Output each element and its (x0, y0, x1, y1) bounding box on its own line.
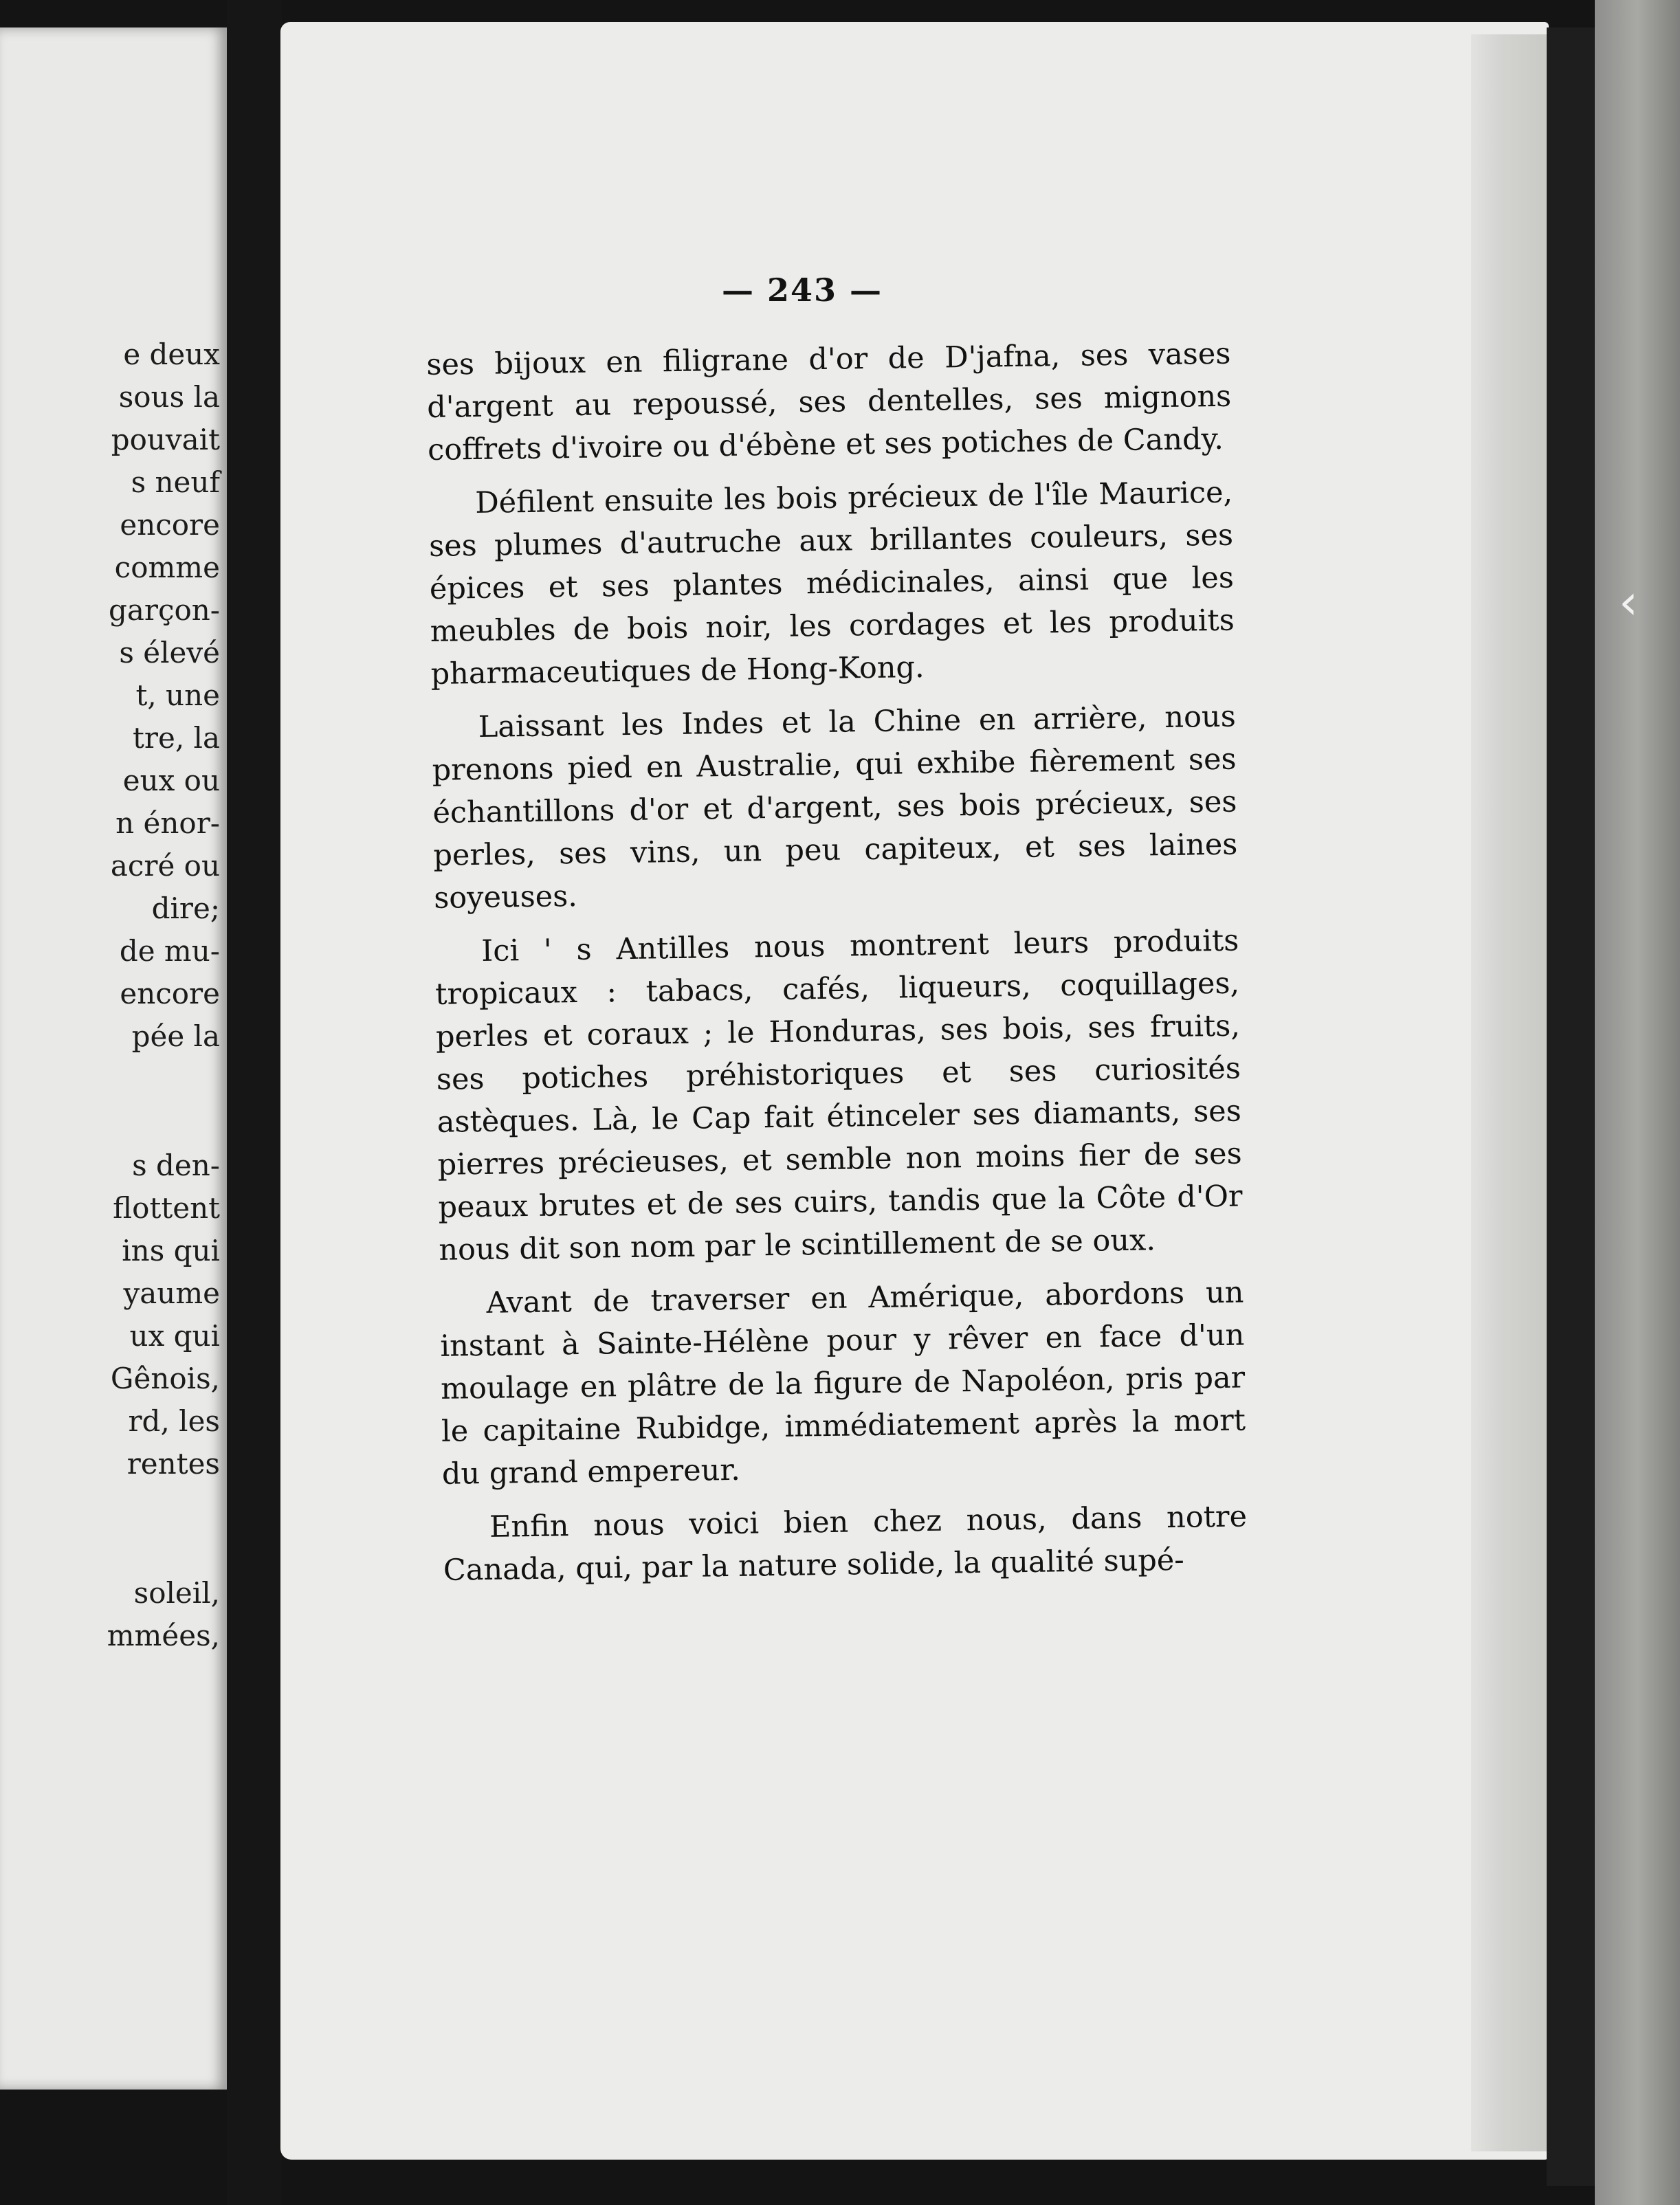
margin-mark: ‹ (1619, 574, 1638, 630)
left-line: t, une (135, 678, 220, 712)
left-line: de mu- (119, 934, 220, 968)
left-line: soleil, (133, 1576, 220, 1610)
left-line: pée la (131, 1019, 220, 1053)
book-gutter (227, 0, 282, 2205)
left-line: comme (114, 551, 220, 584)
left-line: encore (120, 508, 220, 542)
paragraph: ses bijoux en filigrane d'or de D'jafna, ses vases d'argent au repoussé, ses dentelles, ses mignons coffrets d'ivoire ou d'ébène et ses potiches de Candy. (426, 336, 1232, 467)
left-line: s élevé (119, 636, 220, 669)
left-line: dire; (151, 891, 220, 925)
left-line: pouvait (111, 423, 220, 456)
paragraph: Ici ' s Antilles nous montrent leurs produits tropicaux : tabacs, cafés, liqueurs, coquillages, perles et coraux ; le Honduras, ses bois, ses fruits, ses potiches préhistoriques et ses curiosités astèques. Là, le Cap fait étinceler ses diamants, ses pierres précieuses, et semble non moins fier de ses peaux brutes et de ses cuirs, tandis que la Côte d'Or nous dit son nom par le scintillement de se oux. (434, 923, 1243, 1267)
left-line: sous la (118, 380, 220, 414)
body-text (426, 333, 1248, 1603)
binding-strip (1547, 27, 1595, 2186)
left-line: ux qui (129, 1319, 220, 1353)
left-line: n énor- (115, 806, 220, 840)
book-cover-edge (1595, 0, 1680, 2205)
left-line: encore (120, 977, 220, 1010)
left-line: garçon- (108, 593, 220, 627)
left-line: Gênois, (110, 1362, 220, 1395)
paragraph: Laissant les Indes et la Chine en arrière, nous prenons pied en Australie, qui exhibe fièrement ses échantillons d'or et d'argent, ses bois précieux, ses perles, ses vins, un peu capiteux, et ses laines soyeuses. (432, 699, 1238, 916)
left-line: s neuf (131, 465, 220, 499)
left-line: rentes (126, 1447, 220, 1481)
left-line: e deux (123, 337, 220, 371)
left-line: tre, la (133, 721, 220, 755)
left-line: ins qui (122, 1234, 220, 1267)
paragraph: Avant de traverser en Amérique, abordons un instant à Sainte-Hélène pour y rêver en face d'un moulage en plâtre de la figure de Napoléon, pris par le capitaine Rubidge, immédiatement après la mort du grand empereur. (440, 1275, 1246, 1492)
left-line: mmées, (107, 1619, 220, 1652)
left-line: yaume (123, 1276, 220, 1310)
left-line: rd, les (128, 1404, 220, 1438)
paragraph: Défilent ensuite les bois précieux de l'île Maurice, ses plumes d'autruche aux brillantes couleurs, ses épices et ses plantes médicinales, ainsi que les meubles de bois noir, les cordages et les produits pharmaceutiques de Hong-Kong. (428, 475, 1235, 691)
left-facing-page (0, 27, 227, 2090)
left-line: flottent (113, 1191, 220, 1225)
page-number: — 243 — (722, 272, 883, 309)
paragraph: Enfin nous voici bien chez nous, dans notre Canada, qui, par la nature solide, la qualité supé- (443, 1499, 1248, 1588)
left-line: eux ou (122, 764, 220, 797)
left-line: acré ou (110, 849, 220, 883)
page-edge (1471, 34, 1547, 2151)
left-line: s den- (132, 1149, 220, 1182)
